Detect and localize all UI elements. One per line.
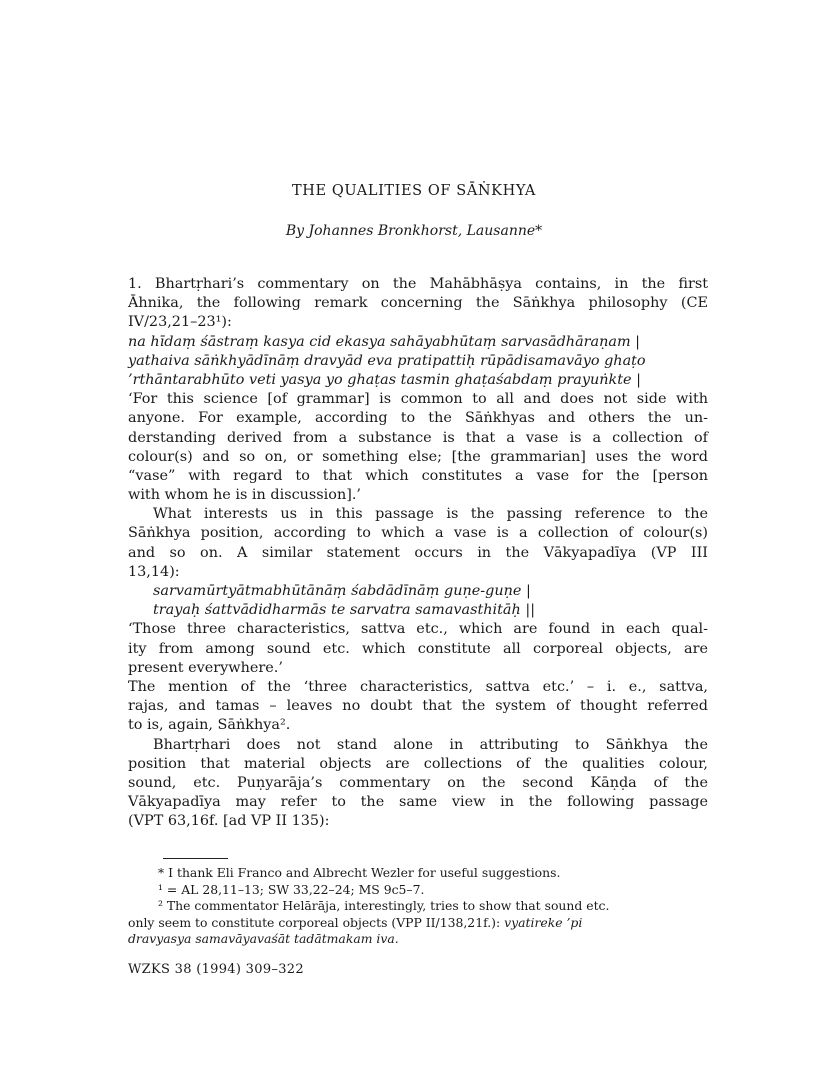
translation-line: colour(s) and so on, or something else; [the grammarian] uses the word <box>128 448 708 465</box>
sanskrit-verse-line: trayaḥ śattvādidharmās te sarvatra samavasthitāḥ || <box>153 602 536 619</box>
footnote-2-text: only seem to constitute corporeal objects (VPP II/138,21f.): <box>128 914 505 930</box>
body-line: Vākyapadīya may refer to the same view in the following passage <box>128 794 708 811</box>
body-line: rajas, and tamas – leaves no doubt that the system of thought referred <box>128 698 708 715</box>
body-line: The mention of the ‘three characteristics, sattva etc.’ – i. e., sattva, <box>128 678 708 695</box>
footnote-2-line <box>128 915 708 932</box>
footnote-2-quote-line: dravyasya samavāyavaśāt tadātmakam iva. <box>128 931 399 946</box>
author-byline: By Johannes Bronkhorst, Lausanne* <box>285 223 543 239</box>
body-line: to is, again, Sāṅkhya². <box>128 717 291 734</box>
body-line: Āhnika, the following remark concerning the Sāṅkhya philosophy (CE <box>128 295 708 312</box>
journal-reference: WZKS 38 (1994) 309–322 <box>128 962 304 977</box>
footnotes <box>128 858 708 948</box>
footnote-rule <box>163 858 228 859</box>
translation-line: “vase” with regard to that which constitutes a vase for the [person <box>128 467 708 484</box>
translation-line: ity from among sound etc. which constitute all corporeal objects, are <box>128 640 708 657</box>
footnote-star: * I thank Eli Franco and Albrecht Wezler for useful suggestions. <box>158 865 561 880</box>
body-line: IV/23,21–23¹): <box>128 314 232 331</box>
sanskrit-quote-line: ’rthāntarabhūto veti yasya yo ghaṭas tasmin ghaṭaśabdaṃ prayuṅkte | <box>128 371 641 388</box>
sanskrit-quote-line: yathaiva sāṅkhyādīnāṃ dravyād eva pratipattiḥ rūpādisamavāyo ghaṭo <box>128 352 646 369</box>
body-line: 13,14): <box>128 563 180 580</box>
translation-line: derstanding derived from a substance is that a vase is a collection of <box>128 429 708 446</box>
body-line: and so on. A similar statement occurs in the Vākyapadīya (VP III <box>128 544 708 561</box>
body-line: position that material objects are collections of the qualities colour, <box>128 755 708 772</box>
article-body <box>128 275 708 831</box>
footnote-1: ¹ = AL 28,11–13; SW 33,22–24; MS 9c5–7. <box>158 881 425 897</box>
translation-line: anyone. For example, according to the Sāṅkhyas and others the un- <box>128 410 708 427</box>
sanskrit-quote-line: na hīdaṃ śāstraṃ kasya cid ekasya sahāyabhūtaṃ sarvasādhāraṇam | <box>128 333 641 350</box>
translation-line: present everywhere.’ <box>128 659 283 676</box>
translation-line: ‘For this science [of grammar] is common to all and does not side with <box>128 391 708 408</box>
translation-line: ‘Those three characteristics, sattva etc., which are found in each qual- <box>128 621 708 638</box>
body-line: (VPT 63,16f. [ad VP II 135): <box>128 813 330 830</box>
sanskrit-verse-line: sarvamūrtyātmabhūtānāṃ śabdādīnāṃ guṇe-guṇe | <box>153 583 531 599</box>
footnote-2-quote: vyatireke ’pi <box>504 914 583 930</box>
translation-line: with whom he is in discussion].’ <box>128 487 361 504</box>
footnote-2-line: ² The commentator Helārāja, interestingly, tries to show that sound etc. <box>158 898 610 913</box>
body-line: Sāṅkhya position, according to which a vase is a collection of colour(s) <box>128 525 708 542</box>
body-line: sound, etc. Puṇyarāja’s commentary on the second Kāṇḍa of the <box>128 774 708 791</box>
article-title: THE QUALITIES OF SĀṄKHYA <box>292 183 536 199</box>
body-line: What interests us in this passage is the passing reference to the <box>153 506 708 523</box>
body-line: Bhartṛhari does not stand alone in attributing to Sāṅkhya the <box>153 736 708 753</box>
body-line: 1. Bhartṛhari’s commentary on the Mahābhāṣya contains, in the first <box>128 276 708 292</box>
